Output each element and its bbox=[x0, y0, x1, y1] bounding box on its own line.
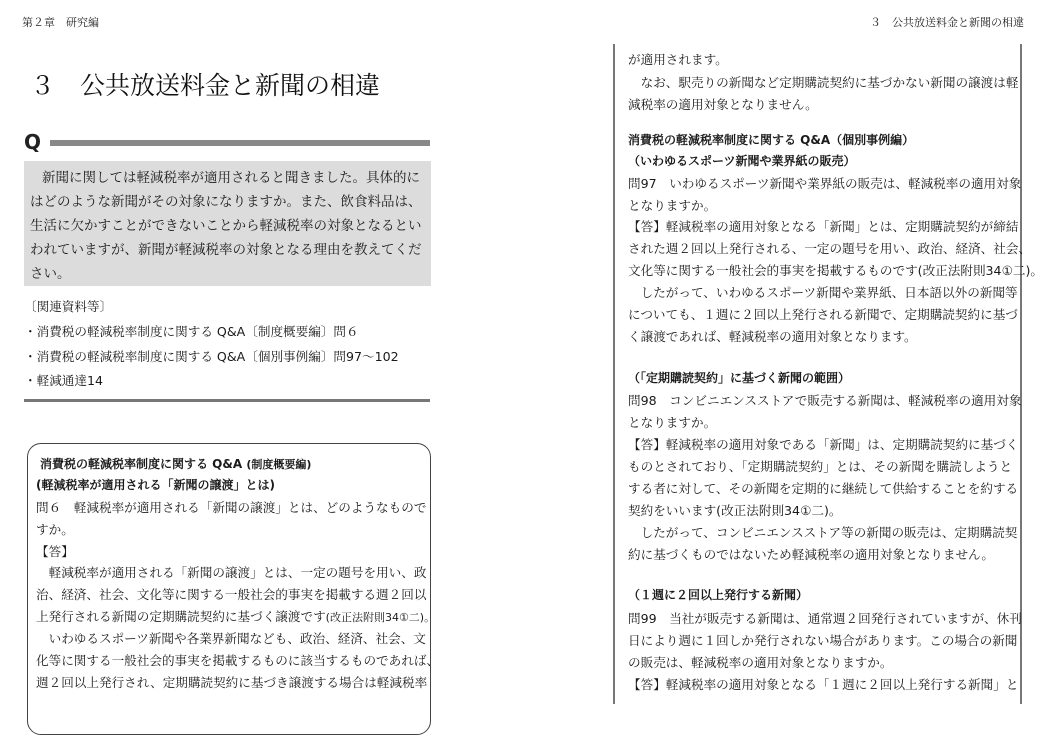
right-body-line: 減税率の適用対象となりません。 bbox=[628, 97, 818, 112]
right-body-line: したがって、いわゆるスポーツ新聞や業界紙、日本語以外の新聞等 bbox=[628, 285, 1018, 300]
right-body-line: する者に対して、その新聞を定期的に継続して供給することを約する bbox=[628, 481, 1019, 496]
q-bar bbox=[50, 140, 430, 146]
related-item: ・消費税の軽減税率制度に関する Q&A〔個別事例編〕問97～102 bbox=[24, 349, 399, 364]
page-title: ３ 公共放送料金と新聞の相違 bbox=[30, 71, 381, 100]
right-body-line: 問97 いわゆるスポーツ新聞や業界紙の販売は、軽減税率の適用対象 bbox=[628, 176, 1022, 191]
q-label: Q bbox=[24, 130, 42, 154]
question-line: われていますが、新聞が軽減税率の対象となる理由を教えてくだ bbox=[30, 242, 422, 258]
box-answer-line: 治、経済、社会、文化等に関する一般社会的事実を掲載する週２回以 bbox=[36, 587, 427, 602]
right-section-heading: （いわゆるスポーツ新聞や業界紙の販売） bbox=[628, 154, 856, 168]
box-answer-line: 上発行される新聞の定期購読契約に基づく譲渡です(改正法附則34①二)。 bbox=[36, 609, 436, 624]
question-line: 新聞に関しては軽減税率が適用されると聞きました。具体的に bbox=[42, 170, 420, 186]
right-section-heading: 消費税の軽減税率制度に関する Q&A（個別事例編） bbox=[628, 133, 915, 147]
page-side-rule-left bbox=[613, 44, 615, 704]
box-answer-line: 化等に関する一般社会的事実を掲載するものに該当するものであれば、 bbox=[36, 653, 439, 668]
related-item: ・消費税の軽減税率制度に関する Q&A〔制度概要編〕問６ bbox=[24, 324, 359, 339]
right-body-line: 問98 コンビニエンスストアで販売する新聞は、軽減税率の適用対象 bbox=[628, 393, 1022, 408]
right-body-line: 日により週に１回しか発行されない場合があります。この場合の新聞 bbox=[628, 633, 1018, 648]
right-body-line: 約に基づくものではないため軽減税率の適用対象となりません。 bbox=[628, 547, 994, 562]
box-question-line: すか。 bbox=[36, 522, 74, 537]
question-line: さい。 bbox=[30, 266, 71, 282]
box-answer-line: いわゆるスポーツ新聞や各業界新聞なども、政治、経済、社会、文 bbox=[36, 631, 426, 646]
question-line: 生活に欠かすことができないことから軽減税率の対象となるとい bbox=[30, 218, 422, 234]
box-subheading: (軽減税率が適用される「新聞の譲渡」とは) bbox=[36, 478, 275, 492]
box-answer-line: 週２回以上発行され、定期購読契約に基づき譲渡する場合は軽減税率 bbox=[36, 675, 428, 690]
right-body-line: 【答】軽減税率の適用対象である「新聞」は、定期購読契約に基づく bbox=[628, 437, 1019, 452]
right-body-line: となりますか。 bbox=[628, 415, 717, 430]
right-body-line: ものとされており、「定期購読契約」とは、その新聞を購読しようと bbox=[628, 459, 1013, 474]
related-heading: 〔関連資料等〕 bbox=[24, 299, 113, 314]
box-heading: 消費税の軽減税率制度に関する Q&A (制度概要編) bbox=[40, 457, 312, 471]
section-divider bbox=[24, 399, 430, 402]
right-body-line: 文化等に関する一般社会的事実を掲載するものです(改正法附則34①二)。 bbox=[628, 263, 1043, 278]
right-body-line: となりますか。 bbox=[628, 198, 717, 213]
right-body-line: 【答】軽減税率の適用対象となる「１週に２回以上発行する新聞」と bbox=[628, 677, 1019, 692]
right-body-line: 【答】軽減税率の適用対象となる「新聞」とは、定期購読契約が締結 bbox=[628, 219, 1019, 234]
right-section-heading: （「定期購読契約」に基づく新聞の範囲） bbox=[628, 371, 851, 385]
box-question-line: 問６ 軽減税率が適用される「新聞の譲渡」とは、どのようなもので bbox=[36, 500, 427, 515]
related-item: ・軽減通達14 bbox=[24, 373, 103, 388]
right-body-line: の販売は、軽減税率の適用対象となりますか。 bbox=[628, 655, 893, 670]
right-body-line: された週２回以上発行される、一定の題号を用い、政治、経済、社会、 bbox=[628, 241, 1031, 256]
right-body-line: が適用されます。 bbox=[628, 52, 728, 67]
box-answer-label: 【答】 bbox=[36, 544, 74, 559]
left-running-head: 第２章 研究編 bbox=[22, 16, 99, 29]
box-answer-line: 軽減税率が適用される「新聞の譲渡」とは、一定の題号を用い、政 bbox=[36, 565, 427, 580]
right-body-line: 契約をいいます(改正法附則34①二)。 bbox=[628, 503, 842, 518]
right-body-line: 問99 当社が販売する新聞は、通常週２回発行されていますが、休刊 bbox=[628, 611, 1022, 626]
right-section-heading: （１週に２回以上発行する新聞） bbox=[628, 588, 809, 602]
right-body-line: く譲渡であれば、軽減税率の適用対象となります。 bbox=[628, 329, 917, 344]
right-body-line: についても、１週に２回以上発行される新聞で、定期購読契約に基づ bbox=[628, 307, 1018, 322]
right-body-line: なお、駅売りの新聞など定期購読契約に基づかない新聞の譲渡は軽 bbox=[628, 75, 1019, 90]
right-running-head: ３ 公共放送料金と新聞の相違 bbox=[870, 16, 1024, 29]
page-side-rule-right bbox=[1020, 44, 1022, 704]
question-line: はどのような新聞がその対象になりますか。また、飲食料品は、 bbox=[30, 194, 422, 210]
right-body-line: したがって、コンビニエンスストア等の新聞の販売は、定期購読契 bbox=[628, 525, 1018, 540]
